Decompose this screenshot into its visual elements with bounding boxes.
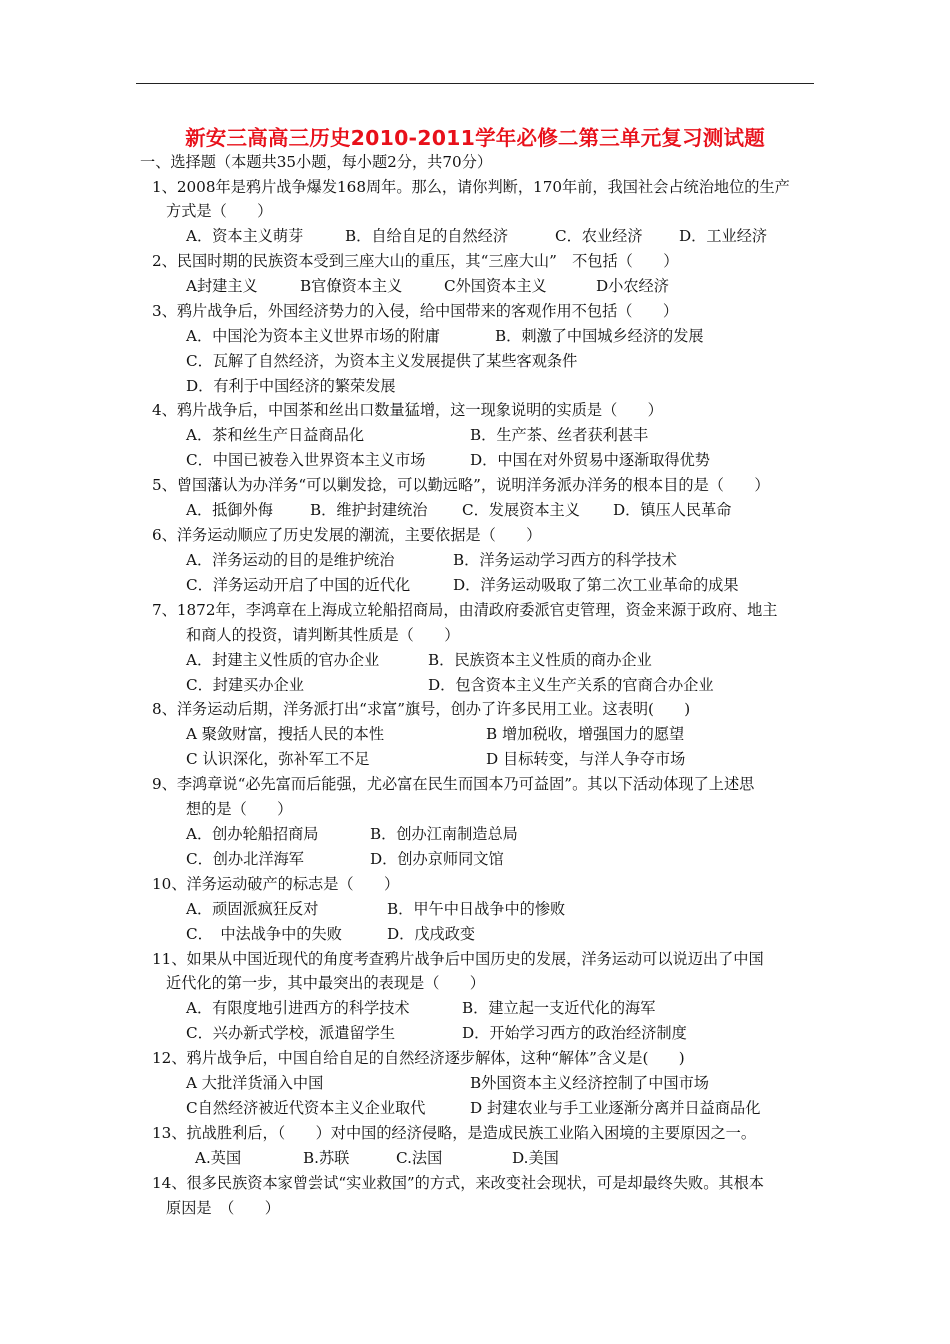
option-d: D 封建农业与手工业逐渐分离并日益商品化 [470, 1099, 761, 1117]
option-a: A．有限度地引进西方的科学技术 [186, 999, 410, 1017]
option-d: D 目标转变，与洋人争夺市场 [486, 750, 686, 768]
option-c: C．发展资本主义 [462, 501, 580, 519]
question-6-text: 6、洋务运动顺应了历史发展的潮流，主要依据是（ ） [152, 526, 542, 544]
option-d: D小农经济 [596, 277, 669, 295]
question-4-text: 4、鸦片战争后，中国茶和丝出口数量猛增，这一现象说明的实质是（ ） [152, 401, 663, 419]
option-b: B．建立起一支近代化的海军 [462, 999, 656, 1017]
question-10-text: 10、洋务运动破产的标志是（ ） [152, 875, 400, 893]
option-c: C自然经济被近代资本主义企业取代 [186, 1099, 426, 1117]
option-a: A．抵御外侮 [186, 501, 273, 519]
question-3-option-d: D．有利于中国经济的繁荣发展 [186, 377, 396, 395]
option-c: C外国资本主义 [444, 277, 547, 295]
question-3-text: 3、鸦片战争后，外国经济势力的入侵，给中国带来的客观作用不包括（ ） [152, 302, 679, 320]
question-14-text-cont: 原因是 （ ） [166, 1199, 280, 1217]
header-rule [136, 83, 814, 84]
option-a: A.英国 [195, 1149, 242, 1167]
option-c: C．农业经济 [555, 227, 643, 245]
section-header: 一、选择题（本题共35小题，每小题2分，共70分） [140, 153, 493, 171]
option-a: A．洋务运动的目的是维护统治 [186, 551, 395, 569]
option-b: B．自给自足的自然经济 [345, 227, 509, 245]
option-a: A．顽固派疯狂反对 [186, 900, 319, 918]
option-d: D.美国 [512, 1149, 559, 1167]
option-d: D．包含资本主义生产关系的官商合办企业 [428, 676, 714, 694]
option-b: B．民族资本主义性质的商办企业 [428, 651, 652, 669]
option-d: D．洋务运动吸取了第二次工业革命的成果 [453, 576, 739, 594]
option-b: B．创办江南制造总局 [370, 825, 518, 843]
option-d: D．戊戌政变 [387, 925, 476, 943]
question-9-text: 9、李鸿章说“必先富而后能强，尤必富在民生而国本乃可益固”。其以下活动体现了上述思 [152, 775, 755, 793]
question-11-text: 11、如果从中国近现代的角度考查鸦片战争后中国历史的发展，洋务运动可以说迈出了中国 [152, 950, 764, 968]
question-7-text-cont: 和商人的投资，请判断其性质是（ ） [186, 626, 460, 644]
option-c: C． 中法战争中的失败 [186, 925, 342, 943]
option-c: C．中国已被卷入世界资本主义市场 [186, 451, 426, 469]
option-a: A 大批洋货涌入中国 [186, 1074, 324, 1092]
option-a: A．茶和丝生产日益商品化 [186, 426, 365, 444]
option-a: A．资本主义萌芽 [186, 227, 304, 245]
option-d: D．镇压人民革命 [613, 501, 732, 519]
question-2-text: 2、民国时期的民族资本受到三座大山的重压，其“三座大山” 不包括（ ） [152, 252, 679, 270]
option-a: A．中国沦为资本主义世界市场的附庸 [186, 327, 440, 345]
question-3-option-c: C．瓦解了自然经济，为资本主义发展提供了某些客观条件 [186, 352, 578, 370]
option-b: B．洋务运动学习西方的科学技术 [453, 551, 677, 569]
option-a: A．封建主义性质的官办企业 [186, 651, 380, 669]
option-b: B 增加税收，增强国力的愿望 [486, 725, 685, 743]
option-b: B．刺激了中国城乡经济的发展 [495, 327, 704, 345]
question-13-text: 13、抗战胜利后，（ ）对中国的经济侵略，是造成民族工业陷入困境的主要原因之一。 [152, 1124, 757, 1142]
option-a: A封建主义 [186, 277, 258, 295]
option-b: B官僚资本主义 [300, 277, 403, 295]
question-5-text: 5、曾国藩认为办洋务“可以剿发捻，可以勤远略”，说明洋务派办洋务的根本目的是（ ） [152, 476, 770, 494]
question-12-text: 12、鸦片战争后，中国自给自足的自然经济逐步解体，这种“解体”含义是( ) [152, 1049, 685, 1067]
option-d: D．开始学习西方的政治经济制度 [462, 1024, 687, 1042]
document-title: 新安三高高三历史2010-2011学年必修二第三单元复习测试题 [185, 126, 765, 150]
question-8-text: 8、洋务运动后期，洋务派打出“求富”旗号，创办了许多民用工业。这表明( ) [152, 700, 691, 718]
question-7-text: 7、1872年，李鸿章在上海成立轮船招商局，由清政府委派官吏管理，资金来源于政府、地主 [152, 601, 778, 619]
question-1-text: 1、2008年是鸦片战争爆发168周年。那么，请你判断，170年前，我国社会占统治地位的生产 [152, 178, 790, 196]
option-b: B.苏联 [303, 1149, 350, 1167]
option-a: A 聚敛财富，搜括人民的本性 [186, 725, 385, 743]
option-d: D．中国在对外贸易中逐渐取得优势 [470, 451, 710, 469]
option-c: C.法国 [396, 1149, 443, 1167]
option-b: B外国资本主义经济控制了中国市场 [470, 1074, 709, 1092]
option-b: B．生产茶、丝者获利甚丰 [470, 426, 649, 444]
option-b: B．维护封建统治 [310, 501, 428, 519]
option-c: C．创办北洋海军 [186, 850, 304, 868]
question-14-text: 14、很多民族资本家曾尝试“实业救国”的方式，来改变社会现状，可是却最终失败。其根本 [152, 1174, 764, 1192]
question-9-text-cont: 想的是（ ） [186, 800, 293, 818]
option-c: C．兴办新式学校，派遣留学生 [186, 1024, 396, 1042]
question-11-text-cont: 近代化的第一步，其中最突出的表现是（ ） [166, 974, 485, 992]
option-d: D．创办京师同文馆 [370, 850, 504, 868]
option-c: C 认识深化，弥补军工不足 [186, 750, 370, 768]
option-d: D．工业经济 [679, 227, 768, 245]
option-a: A．创办轮船招商局 [186, 825, 319, 843]
option-b: B．甲午中日战争中的惨败 [387, 900, 566, 918]
option-c: C．洋务运动开启了中国的近代化 [186, 576, 411, 594]
question-1-text-cont: 方式是（ ） [166, 202, 273, 220]
option-c: C．封建买办企业 [186, 676, 304, 694]
